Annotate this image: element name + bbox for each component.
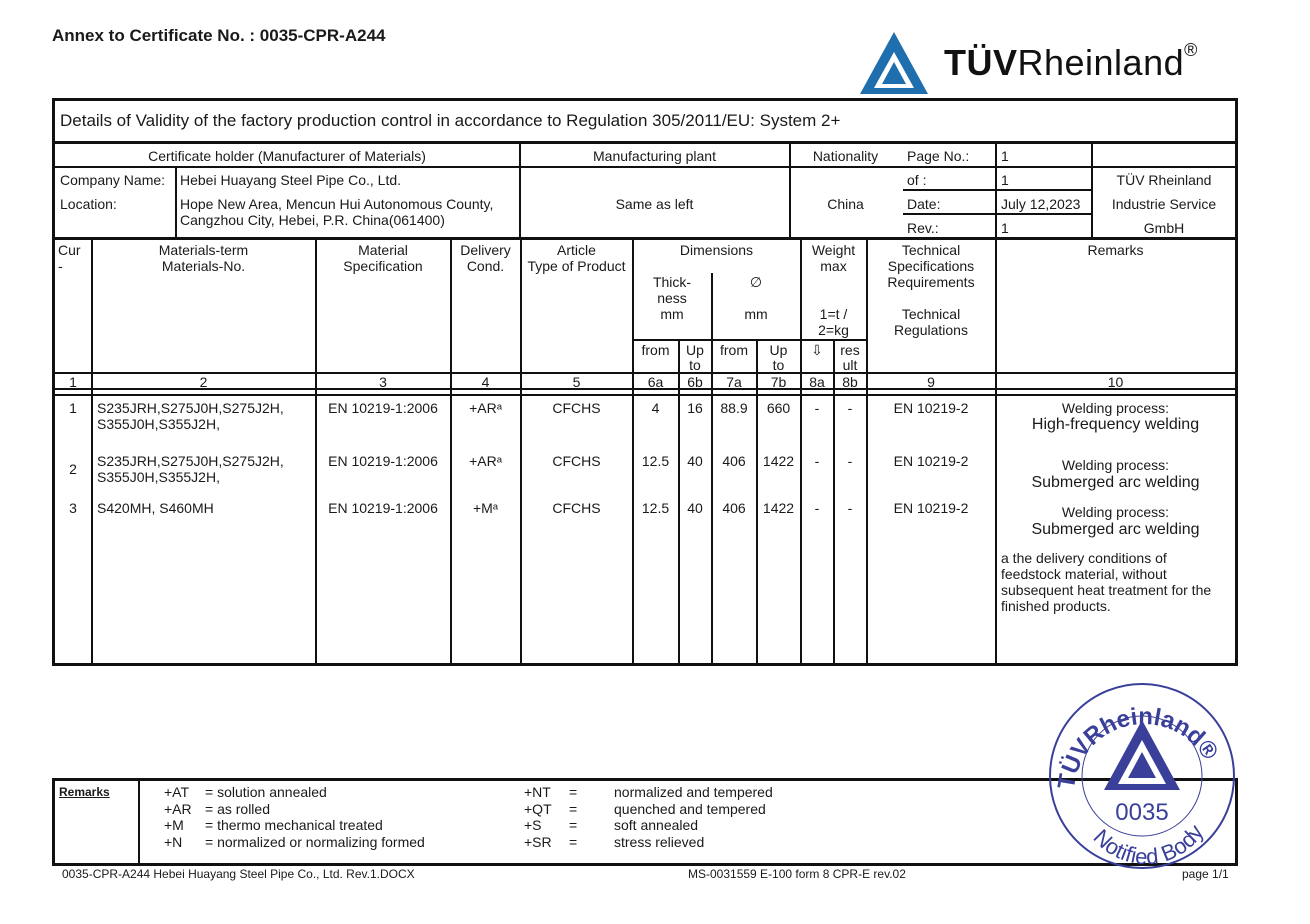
col-term-2: Materials-No. <box>161 258 246 274</box>
footnote-line-2: feedstock material, without <box>1001 566 1167 582</box>
remark-desc: quenched and tempered <box>614 800 766 817</box>
location-label: Location: <box>60 196 117 212</box>
col-weight-2: max <box>820 258 847 274</box>
triangle-logo-icon <box>858 30 930 96</box>
col-thick-1: Thick- <box>652 274 692 290</box>
cell-spec: EN 10219-1:2006 <box>328 400 438 416</box>
column-number: 7a <box>726 374 742 390</box>
logo-wordmark <box>944 42 1198 84</box>
cell-t-from: 4 <box>651 400 660 416</box>
company-value: Hebei Huayang Steel Pipe Co., Ltd. <box>180 172 402 188</box>
date-value: July 12,2023 <box>1001 196 1081 212</box>
company-label: Company Name: <box>60 172 166 188</box>
remark-eq: = <box>569 833 578 850</box>
tuv-logo <box>858 28 1238 98</box>
diameter-icon: ∅ <box>749 274 763 290</box>
col-cur-2: - <box>58 258 63 274</box>
cell-spec: EN 10219-1:2006 <box>328 453 438 469</box>
col-upto-a-2: to <box>689 357 701 373</box>
cell-w2: - <box>847 500 853 516</box>
cell-t-from: 12.5 <box>641 453 670 469</box>
column-number: 4 <box>481 374 490 390</box>
col-upto-b-1: Up <box>769 342 788 358</box>
footnote-line-4: finished products. <box>1001 598 1111 614</box>
col-article-1: Article <box>557 242 596 258</box>
remark-desc: = as rolled <box>205 800 270 817</box>
col-dia-unit: mm <box>744 306 768 322</box>
remark-eq: = <box>569 800 578 817</box>
cell-t-upto: 40 <box>687 500 703 516</box>
cell-term-1: S420MH, S460MH <box>97 500 214 516</box>
column-number: 3 <box>379 374 387 390</box>
cell-w1: - <box>814 400 820 416</box>
remark-desc: = thermo mechanical treated <box>205 817 383 833</box>
column-number: 6b <box>687 374 703 390</box>
col-from-a: from <box>641 342 670 358</box>
plant-value: Same as left <box>615 196 694 212</box>
page-no-label: Page No.: <box>907 148 970 164</box>
annex-title: Annex to Certificate No. : 0035-CPR-A244 <box>52 26 386 45</box>
footnote-line-1: a the delivery conditions of <box>1001 550 1167 566</box>
cell-w2: - <box>847 453 853 469</box>
logo-reg: ® <box>1184 40 1198 60</box>
rev-value: 1 <box>1001 220 1009 236</box>
cell-d-upto: 1422 <box>762 453 795 469</box>
column-number: 8a <box>809 374 825 390</box>
remark-desc: stress relieved <box>614 833 705 850</box>
cell-cur: 1 <box>69 400 77 416</box>
cell-d-upto: 1422 <box>762 500 795 516</box>
cell-d-from: 88.9 <box>720 400 748 416</box>
logo-bold: TÜV <box>944 42 1018 83</box>
remark-code: +S <box>524 817 542 833</box>
stamp-arc-text: TÜVRheinland® <box>1052 702 1224 791</box>
footer-page: page 1/1 <box>1182 867 1229 881</box>
of-value: 1 <box>1001 172 1009 188</box>
cell-article: CFCHS <box>552 400 601 416</box>
col-thick-2: ness <box>657 290 687 306</box>
cell-remark-1: Welding process: <box>1061 400 1170 416</box>
cell-term-2: S355J0H,S355J2H, <box>97 416 220 432</box>
col-tech-1: Technical <box>901 242 961 258</box>
col-delivery-1: Delivery <box>460 242 511 258</box>
remark-code: +M <box>164 817 184 833</box>
cell-remark-1: Welding process: <box>1061 457 1170 473</box>
date-label: Date: <box>907 196 941 212</box>
cell-remark-2: High-frequency welding <box>1031 416 1200 433</box>
down-arrow-icon: ⇩ <box>811 342 823 358</box>
footnote-line-3: subsequent heat treatment for the <box>1001 582 1212 598</box>
remark-code: +QT <box>524 800 552 817</box>
col-tech-5: Regulations <box>894 322 968 338</box>
col-upto-b-2: to <box>772 357 785 373</box>
cell-term-1: S235JRH,S275J0H,S275J2H, <box>97 400 284 416</box>
cell-remark-1: Welding process: <box>1061 504 1170 520</box>
remark-eq: = <box>569 784 578 800</box>
footer-center: MS-0031559 E-100 form 8 CPR-E rev.02 <box>688 867 906 881</box>
cell-tech: EN 10219-2 <box>893 400 969 416</box>
remark-desc: soft annealed <box>614 817 699 833</box>
logo-rest: Rheinland <box>1017 42 1185 83</box>
column-number: 10 <box>1107 374 1124 390</box>
remark-desc: normalized and tempered <box>614 784 773 800</box>
remark-eq: = <box>569 817 578 833</box>
cell-term-1: S235JRH,S275J0H,S275J2H, <box>97 453 284 469</box>
issuer-line-3: GmbH <box>1143 220 1185 236</box>
nationality-value: China <box>827 196 864 212</box>
remark-code: +AT <box>164 784 190 800</box>
col-tech-3: Requirements <box>887 274 975 290</box>
cell-d-from: 406 <box>722 500 746 516</box>
cell-remark-2: Submerged arc welding <box>1031 521 1200 538</box>
nationality-header: Nationality <box>812 148 879 164</box>
rev-label: Rev.: <box>907 220 939 236</box>
cell-d-from: 406 <box>722 453 746 469</box>
cell-remark-2: Submerged arc welding <box>1031 474 1200 491</box>
col-dimensions: Dimensions <box>679 242 754 258</box>
cell-article: CFCHS <box>552 453 601 469</box>
location-line-2: Cangzhou City, Hebei, P.R. China(061400) <box>180 212 445 228</box>
cell-w1: - <box>814 500 820 516</box>
column-number: 2 <box>199 374 208 390</box>
col-delivery-2: Cond. <box>466 258 505 274</box>
col-thick-3: mm <box>660 306 684 322</box>
col-cur-1: Cur <box>58 242 81 258</box>
column-number: 5 <box>572 374 581 390</box>
cell-tech: EN 10219-2 <box>893 453 969 469</box>
remark-code: +N <box>164 833 183 850</box>
col-result-2: ult <box>842 357 858 373</box>
cell-d-upto: 660 <box>766 400 791 416</box>
remark-code: +AR <box>164 800 192 817</box>
cell-spec: EN 10219-1:2006 <box>328 500 438 516</box>
remarks-title: Remarks <box>59 785 110 799</box>
remark-code: +NT <box>524 784 551 800</box>
cell-term-2: S355J0H,S355J2H, <box>97 469 220 485</box>
col-term-1: Materials-term <box>158 242 249 258</box>
col-weight-4: 2=kg <box>818 322 849 338</box>
page-no-value: 1 <box>1001 148 1009 164</box>
stamp-bottom-text: Notified Body <box>1088 819 1209 870</box>
notified-body-stamp <box>1046 680 1238 872</box>
cell-delivery: +ARᵃ <box>469 453 502 469</box>
cell-t-from: 12.5 <box>641 500 670 516</box>
cell-delivery: +ARᵃ <box>469 400 502 416</box>
remark-desc: = normalized or normalizing formed <box>205 833 425 850</box>
col-tech-2: Specifications <box>887 258 975 274</box>
cell-t-upto: 40 <box>687 453 703 469</box>
column-number: 6a <box>647 374 664 390</box>
col-article-2: Type of Product <box>527 258 626 274</box>
col-spec-2: Specification <box>343 258 423 274</box>
col-spec-1: Material <box>358 242 408 258</box>
of-label: of : <box>907 172 927 188</box>
issuer-line-1: TÜV Rheinland <box>1116 172 1212 188</box>
cell-t-upto: 16 <box>687 400 703 416</box>
col-result-1: res <box>840 342 860 358</box>
details-title: Details of Validity of the factory production control in accordance to Regulation 305/2011/EU: System 2+ <box>60 111 841 130</box>
col-tech-4: Technical <box>901 306 961 322</box>
remark-desc: = solution annealed <box>205 784 327 800</box>
cell-tech: EN 10219-2 <box>893 500 969 516</box>
cell-w2: - <box>847 400 853 416</box>
cell-cur: 2 <box>69 461 77 477</box>
cell-w1: - <box>814 453 820 469</box>
column-number: 9 <box>927 374 935 390</box>
stamp-number: 0035 <box>1115 799 1169 826</box>
column-number: 8b <box>842 374 858 390</box>
cell-delivery: +Mᵃ <box>472 500 499 516</box>
col-remarks: Remarks <box>1087 242 1144 258</box>
col-upto-a-1: Up <box>686 342 704 358</box>
column-number: 1 <box>69 374 77 390</box>
footer-left: 0035-CPR-A244 Hebei Huayang Steel Pipe Co., Ltd. Rev.1.DOCX <box>62 867 415 881</box>
issuer-line-2: Industrie Service <box>1111 196 1217 212</box>
remark-code: +SR <box>524 833 552 850</box>
col-weight-3: 1=t / <box>819 306 848 322</box>
cert-holder-header: Certificate holder (Manufacturer of Materials) <box>148 148 426 164</box>
col-from-b: from <box>720 342 748 358</box>
validity-table <box>52 98 1238 666</box>
location-line-1: Hope New Area, Mencun Hui Autonomous County, <box>180 196 494 212</box>
cell-cur: 3 <box>69 500 77 516</box>
cell-article: CFCHS <box>552 500 601 516</box>
column-number: 7b <box>770 374 787 390</box>
plant-header: Manufacturing plant <box>593 148 716 164</box>
col-weight-1: Weight <box>811 242 856 258</box>
